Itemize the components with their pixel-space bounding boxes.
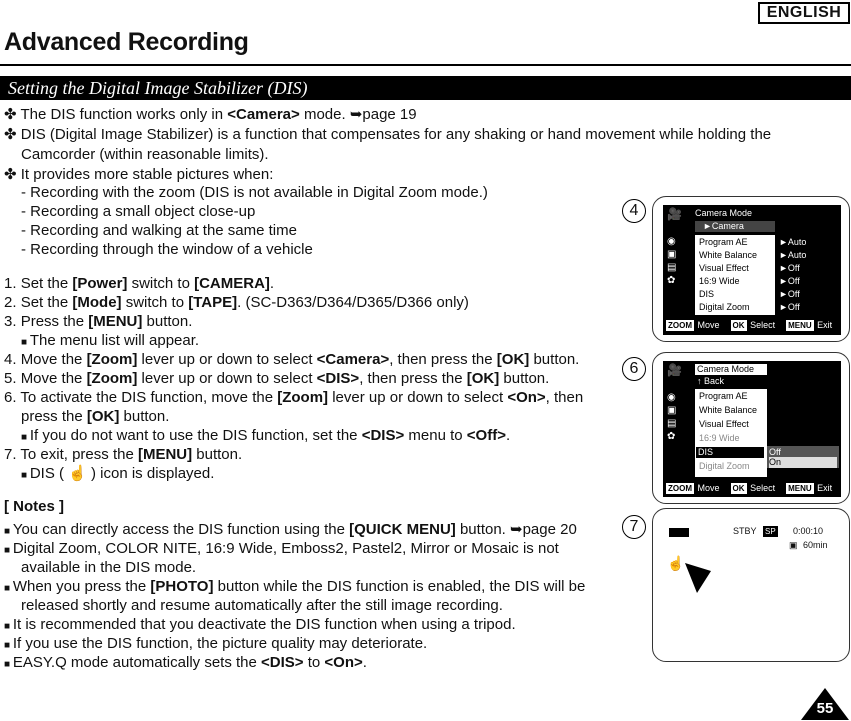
time-counter: 0:00:10 [793,526,824,536]
menu-item-label[interactable]: White Balance [699,405,758,415]
menu-item-label[interactable]: Digital Zoom [699,461,750,471]
tape-icon: ▣ [789,540,798,550]
menu-footer [665,482,832,495]
step-subnote [21,426,510,447]
text-span: Digital Zoom, COLOR NITE, 16:9 Wide, Emboss2, Pastel2, Mirror or Mosaic is not [12,540,559,557]
note-item [4,539,559,560]
lcd-screen [663,205,841,335]
menu-item-label[interactable]: DIS [699,289,715,299]
step-number: 5. [4,370,21,387]
text-span: If you do not want to use the DIS function, set the [29,427,362,444]
step-4-marker: 4 [622,199,646,223]
menu-screen-step-4 [652,196,850,342]
exit-label: Exit [817,320,833,330]
emphasis-text: [Zoom] [86,370,138,387]
note-item [4,634,427,655]
text-span: press the [21,408,87,425]
text-span: menu to [404,427,467,444]
square-bullet-icon: ■ [21,470,30,481]
bullet-icon: ✤ [4,126,21,143]
emphasis-text: <DIS> [261,654,304,671]
step-item [4,293,469,312]
title-rule [0,64,851,66]
text-span: . [505,427,511,444]
step-item [4,369,549,388]
note-item [4,577,585,598]
text-span: EASY.Q mode automatically sets the [12,654,262,671]
emphasis-text: <Camera> [227,106,300,123]
menu-item-label[interactable]: Program AE [699,391,748,401]
text-span: Move the [20,351,87,368]
battery-icon [669,528,689,537]
condition-text: Recording with the zoom (DIS is not available in Digital Zoom mode.) [30,184,488,201]
lcd-screen [663,361,841,497]
back-item[interactable]: ↑ Back [697,376,725,386]
square-bullet-icon: ■ [21,337,30,348]
intro-line [4,105,417,124]
text-span: , then [545,389,584,406]
step-number: 2. [4,294,21,311]
menu-header: Camera Mode [695,364,767,375]
square-bullet-icon: ■ [4,640,13,651]
step-number: 3. [4,313,21,330]
step-number: 7. [4,446,21,463]
intro-line [4,165,273,184]
menu-item-value: ►Off [779,302,800,312]
menu-item-value: ►Off [779,263,800,273]
menu-item-label[interactable]: 16:9 Wide [699,433,740,443]
menu-key: MENU [785,319,815,332]
text-span: Set the [20,294,73,311]
side-icons: ◉ ▣ ▤ ✿ [667,392,677,442]
menu-screen-step-6 [652,352,850,504]
emphasis-text: <DIS> [316,370,360,387]
text-span: , then press the [389,351,497,368]
menu-key: MENU [785,482,815,495]
text-span: Press the [20,313,89,330]
text-span: You can directly access the DIS function using the [12,521,350,538]
move-label: Move [697,483,720,493]
remaining-time: 60min [803,540,828,550]
dis-option[interactable]: On [769,457,837,468]
text-span: To activate the DIS function, move the [20,389,278,406]
page-number: 55 [816,700,834,717]
step-6-marker: 6 [622,357,646,381]
text-span: The DIS function works only in [20,106,228,123]
dash-marker: - [21,184,31,201]
emphasis-text: <DIS> [361,427,405,444]
menu-item-label[interactable]: Visual Effect [699,419,749,429]
zoom-key: ZOOM [665,482,695,495]
text-span: button. [192,446,243,463]
emphasis-text: [OK] [86,408,120,425]
text-span: Set the [20,275,73,292]
menu-item-label[interactable]: 16:9 Wide [699,276,740,286]
text-span: button. [529,351,580,368]
square-bullet-icon: ■ [4,621,13,632]
menu-item-label[interactable]: DIS [696,447,764,458]
text-span: Move the [20,370,87,387]
dash-marker: - [21,222,31,239]
text-span: , then press the [359,370,467,387]
text-span: released shortly and resume automatically after the still image recording. [21,597,503,614]
note-item [21,596,503,615]
text-span: switch to [127,275,195,292]
text-span: Camcorder (within reasonable limits). [21,146,269,163]
step-item [4,388,583,407]
zoom-key: ZOOM [665,319,695,332]
text-span: . [362,654,367,671]
dis-icon: ☝ [667,555,685,571]
ok-key: OK [730,482,748,495]
text-span: to [303,654,325,671]
square-bullet-icon: ■ [21,432,30,443]
text-span: mode. ➥page 19 [299,106,417,123]
menu-item-value: ►Auto [779,250,807,260]
text-span: To exit, press the [20,446,138,463]
emphasis-text: [Zoom] [86,351,138,368]
step-number: 6. [4,389,21,406]
condition-text: Recording through the window of a vehicle [30,241,313,258]
emphasis-text: <On> [507,389,546,406]
menu-selected-camera: ►Camera [695,221,775,232]
condition-item [21,240,313,259]
condition-item [21,183,488,202]
camera-icon: 🎥 [667,207,682,221]
side-icons: ◉ ▣ ▤ ✿ [667,236,677,286]
intro-line [4,125,771,144]
sp-badge: SP [765,527,776,536]
note-item [21,558,196,577]
emphasis-text: [Zoom] [277,389,329,406]
exit-label: Exit [817,483,833,493]
text-span: button. ➥page 20 [455,521,577,538]
emphasis-text: [TAPE] [188,294,238,311]
text-span: button. [142,313,193,330]
emphasis-text: [Mode] [72,294,122,311]
page-title: Advanced Recording [4,28,249,56]
text-span: If you use the DIS function, the picture quality may deteriorate. [12,635,428,652]
viewfinder-screen-step-7 [652,508,850,662]
condition-text: Recording and walking at the same time [30,222,297,239]
dis-option[interactable]: Off [769,447,781,457]
text-span: button. [119,408,170,425]
text-span: lever up or down to select [137,351,317,368]
emphasis-text: <Camera> [316,351,390,368]
menu-header: Camera Mode [695,208,753,218]
menu-item-value: ►Auto [779,237,807,247]
step-subnote [21,331,199,352]
text-span: switch to [121,294,189,311]
menu-item-value: ►Off [779,276,800,286]
select-label: Select [750,483,776,493]
text-span: button while the DIS function is enabled, the DIS will be [213,578,586,595]
notes-heading: [ Notes ] [4,498,64,515]
menu-item-value: ►Off [779,289,800,299]
step-subnote [21,464,214,485]
text-span: . (SC-D363/D364/D365/D366 only) [237,294,469,311]
select-label: Select [750,320,776,330]
text-span: . [269,275,275,292]
text-span: available in the DIS mode. [21,559,197,576]
intro-line [21,145,269,164]
bullet-icon: ✤ [4,166,21,183]
emphasis-text: [OK] [496,351,530,368]
dash-marker: - [21,203,31,220]
menu-item-label[interactable]: Visual Effect [699,263,749,273]
step-item [4,350,579,369]
step-item [4,312,192,331]
step-item [21,407,169,426]
square-bullet-icon: ■ [4,545,13,556]
emphasis-text: [Power] [72,275,128,292]
emphasis-text: [MENU] [88,313,143,330]
text-span: It is recommended that you deactivate the DIS function when using a tripod. [12,616,516,633]
camera-icon: 🎥 [667,363,682,377]
status-text: STBY [733,526,757,536]
step-number: 4. [4,351,21,368]
text-span: When you press the [12,578,151,595]
emphasis-text: [MENU] [137,446,193,463]
step-item [4,274,274,293]
menu-item-label[interactable]: White Balance [699,250,758,260]
emphasis-text: [QUICK MENU] [349,521,456,538]
note-item [4,520,577,541]
bullet-icon: ✤ [4,106,21,123]
note-item [4,653,367,674]
pointer-arrow-icon [683,561,713,595]
language-tag: ENGLISH [758,2,850,24]
step-7-marker: 7 [622,515,646,539]
square-bullet-icon: ■ [4,583,13,594]
emphasis-text: [OK] [466,370,500,387]
emphasis-text: <Off> [466,427,506,444]
condition-item [21,202,255,221]
text-span: lever up or down to select [328,389,508,406]
emphasis-text: [CAMERA] [194,275,270,292]
step-number: 1. [4,275,21,292]
section-title: Setting the Digital Image Stabilizer (DIS) [8,78,308,98]
text-span: button. [499,370,550,387]
move-label: Move [697,320,720,330]
menu-footer [665,319,832,332]
condition-text: Recording a small object close-up [30,203,256,220]
note-item [4,615,516,636]
ok-key: OK [730,319,748,332]
dash-marker: - [21,241,31,258]
condition-item [21,221,297,240]
square-bullet-icon: ■ [4,526,13,537]
text-span: The menu list will appear. [29,332,200,349]
step-item [4,445,242,464]
text-span: It provides more stable pictures when: [20,166,274,183]
menu-item-label[interactable]: Digital Zoom [699,302,750,312]
square-bullet-icon: ■ [4,659,13,670]
emphasis-text: <On> [324,654,363,671]
emphasis-text: [PHOTO] [150,578,214,595]
text-span: DIS ( ☝ ) icon is displayed. [29,465,215,482]
text-span: lever up or down to select [137,370,317,387]
text-span: DIS (Digital Image Stabilizer) is a function that compensates for any shaking or hand movement while holding the [20,126,772,143]
menu-item-label[interactable]: Program AE [699,237,748,247]
